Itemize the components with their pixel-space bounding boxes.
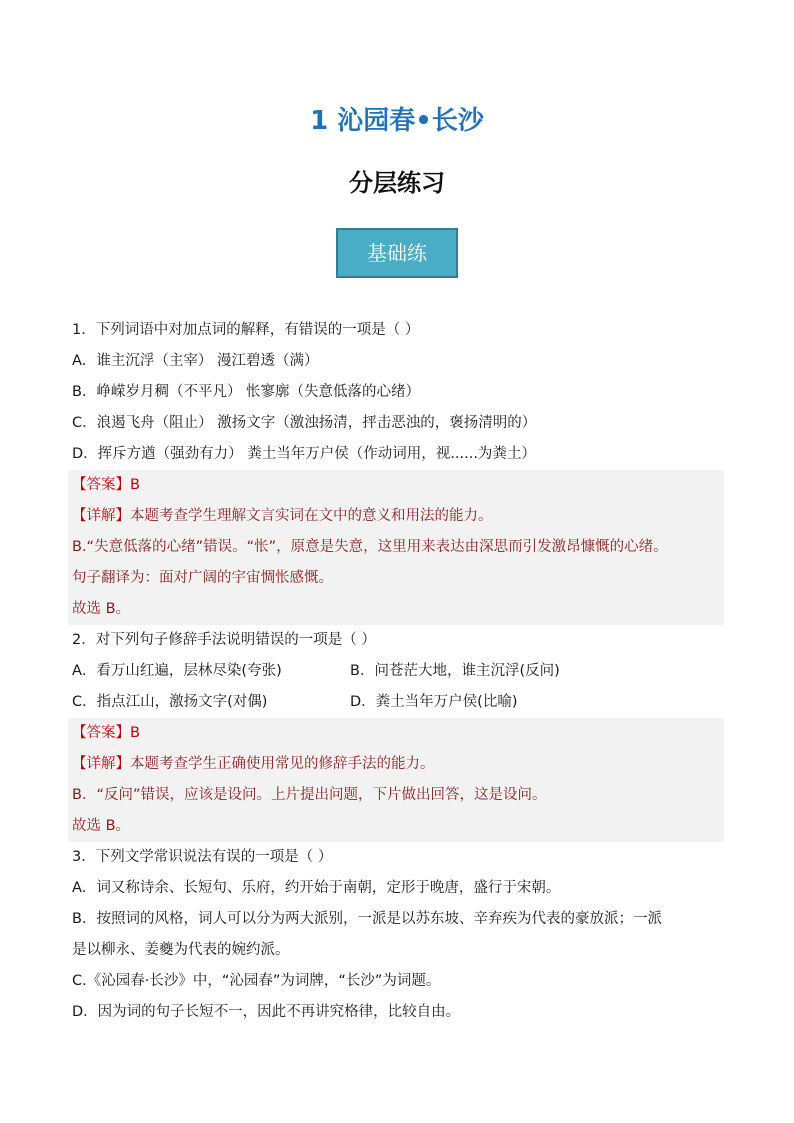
question-2-option-d: D．粪土当年万户侯(比喻) <box>350 694 518 710</box>
question-1-option-c: C．浪遏飞舟（阻止） 激扬文字（激浊扬清，抨击恶浊的，褒扬清明的） <box>72 415 537 431</box>
detail-tag: 【详解】 <box>72 756 130 772</box>
question-3-option-c: C.《沁园春·长沙》中，“沁园春”为词牌，“长沙”为词题。 <box>72 973 441 989</box>
exercise-content <box>72 315 724 1028</box>
question-1-option-a: A．谁主沉浮（主宰） 漫江碧透（满） <box>72 353 319 369</box>
question-3-option-b-line-2: 是以柳永、姜夔为代表的婉约派。 <box>72 942 290 958</box>
question-1-conclusion: 故选 B。 <box>68 594 724 625</box>
question-2-stem: 2．对下列句子修辞手法说明错误的一项是（ ） <box>72 632 376 648</box>
question-1-explanation-1: B.“失意低落的心绪”错误。“怅”，原意是失意，这里用来表达由深思而引发激昂慷慨的心绪。 <box>68 532 724 563</box>
question-2-answer <box>68 718 724 749</box>
question-2-option-c: C．指点江山，激扬文字(对偶) <box>72 694 268 710</box>
question-2-options-row-2 <box>72 687 724 718</box>
question-1-stem: 1．下列词语中对加点词的解释，有错误的一项是（ ） <box>72 322 420 338</box>
detail-text: 本题考查学生理解文言实词在文中的意义和用法的能力。 <box>130 508 493 524</box>
answer-tag: 【答案】 <box>72 477 130 493</box>
page-title: 1 沁园春•长沙 <box>310 106 484 136</box>
detail-tag: 【详解】 <box>72 508 130 524</box>
section-label-box: 基础练 <box>336 228 458 278</box>
question-1-answer <box>68 470 724 501</box>
question-1-option-d: D．挥斥方遒（强劲有力） 粪土当年万户侯（作动词用，视......为粪土） <box>72 446 536 462</box>
question-2-conclusion: 故选 B。 <box>68 811 724 842</box>
question-2-options-row-1 <box>72 656 724 687</box>
detail-text: 本题考查学生正确使用常见的修辞手法的能力。 <box>130 756 435 772</box>
question-3-option-d: D．因为词的句子长短不一，因此不再讲究格律，比较自由。 <box>72 1004 461 1020</box>
question-1-option-b: B．峥嵘岁月稠（不平凡） 怅寥廓（失意低落的心绪） <box>72 384 421 400</box>
answer-tag: 【答案】 <box>72 725 130 741</box>
question-2-option-b: B．问苍茫大地，谁主沉浮(反问) <box>350 663 560 679</box>
question-1-detail <box>68 501 724 532</box>
question-3-stem: 3．下列文学常识说法有误的一项是（ ） <box>72 849 333 865</box>
question-2-explanation-1: B．“反问”错误，应该是设问。上片提出问题，下片做出回答，这是设问。 <box>68 780 724 811</box>
question-3-option-b-line-1: B．按照词的风格，词人可以分为两大派别，一派是以苏东坡、辛弃疾为代表的豪放派；一派 <box>72 911 662 927</box>
question-1-explanation-2: 句子翻译为：面对广阔的宇宙惆怅感慨。 <box>68 563 724 594</box>
answer-value: B <box>130 725 140 741</box>
question-3-option-a: A．词又称诗余、长短句、乐府，约开始于南朝，定形于晚唐，盛行于宋朝。 <box>72 880 561 896</box>
page-subtitle: 分层练习 <box>349 169 445 197</box>
question-2-option-a: A．看万山红遍，层林尽染(夸张) <box>72 663 282 679</box>
question-2-detail <box>68 749 724 780</box>
answer-value: B <box>130 477 140 493</box>
